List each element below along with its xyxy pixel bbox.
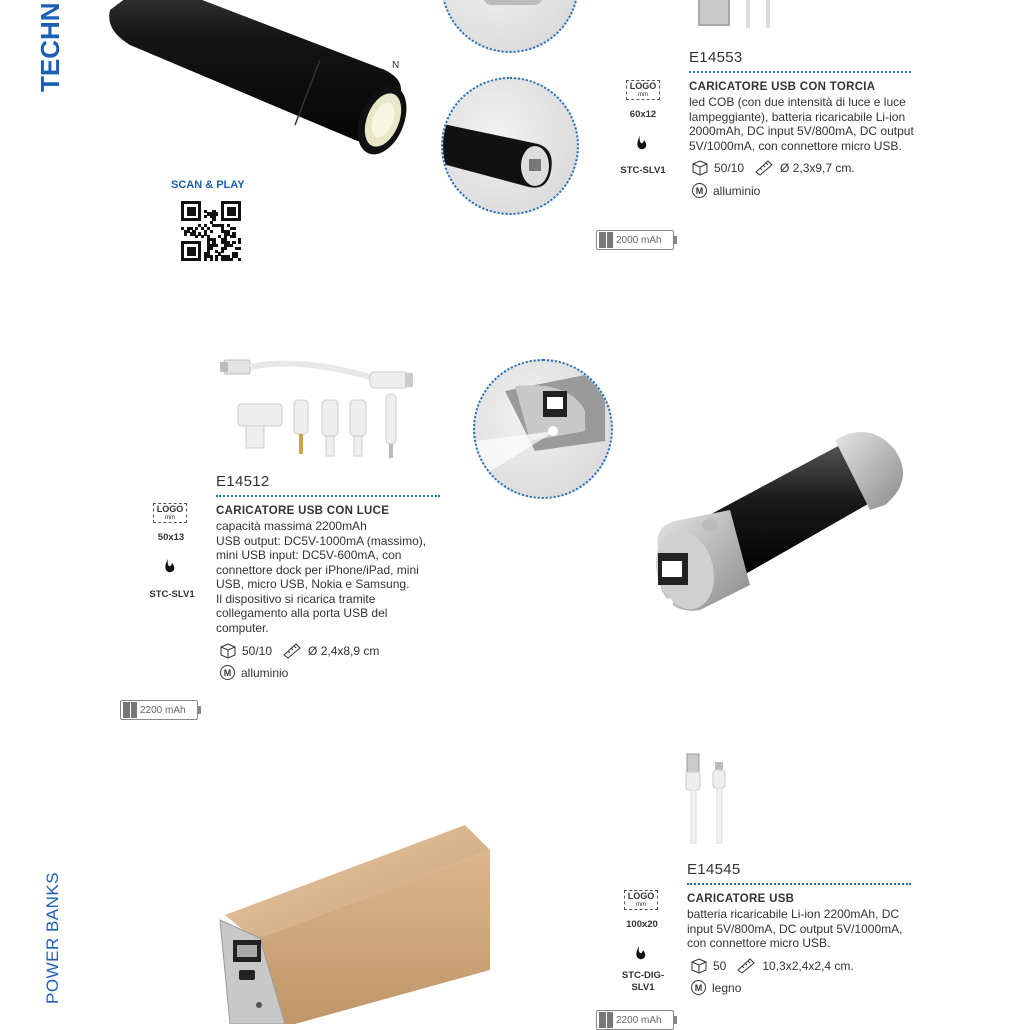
logo-box-icon: LOGO mm bbox=[624, 890, 658, 910]
micro-usb-cable-image bbox=[683, 752, 733, 844]
detail-circle-light bbox=[473, 359, 613, 499]
spec-row-material bbox=[691, 980, 741, 995]
pack-quantity: 50/10 bbox=[714, 161, 745, 175]
battery-icon bbox=[596, 230, 674, 250]
pack-quantity: 50/10 bbox=[242, 644, 273, 658]
box-icon bbox=[692, 160, 708, 176]
ruler-icon bbox=[736, 958, 756, 974]
print-technique: STC-SLV1 bbox=[620, 165, 666, 176]
material-value: legno bbox=[712, 980, 742, 995]
product-description: led COB (con due intensità di luce e luce lampeggiante), batteria ricaricabile Li-ion 2000mAh, DC input 5V/800mA, DC output 5V/1000mA, con connettore micro USB. bbox=[689, 95, 914, 153]
qr-code[interactable] bbox=[181, 201, 241, 261]
torch-accessory-image bbox=[690, 0, 790, 30]
product-size: Ø 2,4x8,9 cm bbox=[308, 644, 380, 658]
scan-play-label: SCAN & PLAY bbox=[171, 179, 245, 191]
material-m-icon: M bbox=[691, 980, 706, 995]
side-label-power-banks: POWER BANKS bbox=[43, 871, 62, 1004]
battery-capacity: 2000 mAh bbox=[616, 234, 662, 246]
ink-drop-icon bbox=[635, 945, 648, 961]
pack-quantity: 50 bbox=[713, 959, 727, 973]
divider bbox=[216, 495, 440, 497]
spec-row-pack-size bbox=[691, 958, 854, 974]
product-description: batteria ricaricabile Li-ion 2200mAh, DC input 5V/800mA, DC output 5V/1000mA, con connettore micro USB. bbox=[687, 907, 903, 950]
product-title: CARICATORE USB CON LUCE bbox=[216, 505, 390, 517]
product-title: CARICATORE USB bbox=[687, 893, 795, 905]
logo-size: 60x12 bbox=[629, 109, 657, 120]
ink-drop-icon bbox=[164, 558, 177, 574]
spec-row-material bbox=[220, 665, 288, 680]
logo-box-icon: LOGO mm bbox=[153, 503, 187, 523]
material-m-icon: M bbox=[220, 665, 235, 680]
material-value: alluminio bbox=[241, 665, 289, 680]
material-m-icon: M bbox=[692, 183, 707, 198]
torch-powerbank-image bbox=[100, 0, 420, 170]
product-code: E14512 bbox=[216, 473, 270, 490]
ink-drop-icon bbox=[636, 135, 649, 151]
box-icon bbox=[220, 643, 236, 659]
product-size: Ø 2,3x9,7 cm. bbox=[780, 161, 855, 175]
spec-row-pack-size bbox=[220, 643, 379, 659]
product-title: CARICATORE USB CON TORCIA bbox=[689, 81, 876, 93]
marker-n: N bbox=[392, 60, 400, 71]
battery-icon bbox=[120, 700, 198, 720]
product-code: E14545 bbox=[687, 861, 741, 878]
side-label-technology: TECHN bbox=[35, 2, 65, 92]
logo-size: 100x20 bbox=[626, 919, 658, 930]
battery-icon bbox=[596, 1010, 674, 1030]
product-code: E14553 bbox=[689, 49, 743, 66]
logo-size: 50x13 bbox=[157, 532, 185, 543]
spec-row-material bbox=[692, 183, 760, 198]
print-technique: STC-DIG- SLV1 bbox=[621, 970, 665, 993]
battery-capacity: 2200 mAh bbox=[140, 704, 186, 716]
product-size: 10,3x2,4x2,4 cm. bbox=[762, 959, 854, 973]
cable-adapters-image bbox=[220, 352, 440, 462]
ruler-icon bbox=[754, 160, 774, 176]
detail-circle-usb-port bbox=[441, 77, 579, 215]
battery-capacity: 2200 mAh bbox=[616, 1014, 662, 1026]
divider bbox=[687, 883, 911, 885]
logo-box-icon: LOGO mm bbox=[626, 80, 660, 100]
print-technique: STC-SLV1 bbox=[149, 589, 195, 600]
wood-powerbank-image bbox=[215, 820, 525, 1024]
box-icon bbox=[691, 958, 707, 974]
divider bbox=[689, 71, 911, 73]
product-description: capacità massima 2200mAh USB output: DC5V-1000mA (massimo), mini USB input: DC5V-600mA, con connettore dock per iPhone/iPad, mini USB, micro USB, Nokia e Samsung. Il dispositivo si ricarica tramite collegamento alla porta USB del computer. bbox=[216, 519, 427, 635]
spec-row-pack-size bbox=[692, 160, 855, 176]
light-powerbank-image bbox=[640, 425, 910, 620]
detail-circle-top bbox=[441, 0, 579, 53]
material-value: alluminio bbox=[713, 183, 761, 198]
ruler-icon bbox=[282, 643, 302, 659]
